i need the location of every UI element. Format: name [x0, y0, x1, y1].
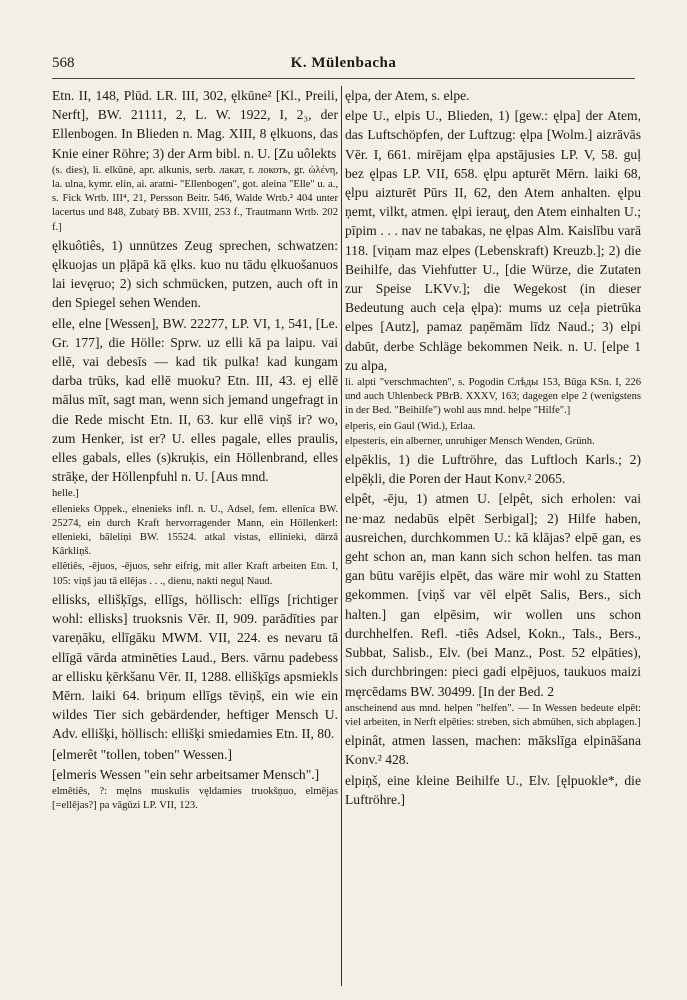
- etymology-note: helle.]: [52, 488, 79, 500]
- entry-block: elpe U., elpis U., Blieden, 1) [gew.: ęlpa] der Atem, das Luftschöpfen, der Luftzug: ęlpa [Wolm.] aizrāvās Vēr. I, 661. mirējam ęlpa apstājusies LP. V, 58. guļ bez ęlpas LP. VII, 658. ęlpu apturēt Mērn. laiki 68, ęlpu aizturēt Pūrs II, 62, den Atem anhalten. ęlpu ņemt, vilkt, atmen. ęlpi ierauţ, den Atem einhalten U.; pīpim . . . nav ne tabakas, ne ęlpas Alm. Kaislību varā 118. [viņam maz elpes (Lebenskraft) Kreuzb.]; 2) die Beihilfe, das Viehfutter U., [die Würze, die Zutaten zur Speise LKVv.]; die Wegekost (in dieser Bedeutung auch ceļa ęlpa): mums uz ceļa pietrūka elpes [Autz], pamaz paņēmām līdz Naud.; 3) elpi dabūt, derbe Schläge bekommen Neik. n. U. [elpe 1 zu alpa,: [345, 108, 641, 373]
- page-number: 568: [52, 55, 75, 71]
- right-column: [345, 86, 641, 980]
- entry-block: elpēklis, 1) die Luftröhre, das Luftloch Karls.; 2) elpēķli, die Poren der Haut Konv.² 2065.: [345, 452, 641, 487]
- entry-block: ellenieks Oppek., elnenieks infl. n. U., Adsel, fem. ellenīca BW. 25274, ein durch Kraft hervorragender Mann, ein Höllenkerl: ellenieki, bāleliņi BW. 15524. atkal vistas, ellinieki, dārzā Kārkliņš.: [52, 503, 338, 558]
- entry-block: elpêt, -ēju, 1) atmen U. [elpêt, sich erholen: vai ne·maz nedabūs elpēt Serbigal]; 2) Hilfe haben, ausreichen, durchkommen U.: kā klājas? elpē gan, es geht schon an, man kann sich schon helfen. tas man gan būtu varējis elpēt, das wäre mir wohl zu Statten gekommen. [viņš var vēl elpēt Salis, Bers., sich halten.] gan elpēsim, wir wollen uns schon durchhelfen. Refl. -tiês Adsel, Kokn., Tals., Bers., Subbat, Salisb., Elv. (bei Manz., Post. 52 elpāties), sich durchbringen: pieci gadi elpējuos, taukuos maizi męrcēdams BW. 30499. [In der Bed. 2: [345, 491, 641, 699]
- etymology-note: (s. dies), li. elkūnė, apr. alkunis, serb. лакат, r. локоть, gr. ὠλένη, la. ulna, kymr. elin, ai. aratni- "Ellenbogen", got. aleina "Elle" u. a., s. Fick Wrtb. III⁴, 21, Persson Beitr. 546, Walde Wrtb.² 404 unter lacertus und 848, Zubatý BB. XVIII, 253 f., Trautmann Wrtb. 202 f.]: [52, 164, 338, 233]
- entry-block: elmêtiês, ?: męlns muskulis vęldamies truokšņuo, elmējas [=ellējas?] pa vāgūzi LP. VII, 123.: [52, 785, 338, 812]
- left-column: [52, 86, 338, 980]
- entry-block: elpinât, atmen lassen, machen: mākslīga elpināšana Konv.² 428.: [345, 733, 641, 768]
- page-header: [52, 55, 635, 72]
- etymology-note: li. alpti "verschmachten", s. Pogodin Слѣды 153, Būga KSn. I, 226 und auch Uhlenbeck PBrB. XXXV, 163; dagegen elpe 2 (wenigstens in der Bed. "Beihilfe") wohl aus mnd. helpe "Hilfe".]: [345, 377, 641, 417]
- entry-block: elpiņš, eine kleine Beihilfe U., Elv. [ęlpuokle*, die Luftröhre.]: [345, 772, 641, 807]
- etymology-note: anscheinend aus mnd. helpen "helfen". — In Wessen bedeute elpēt: viel arbeiten, in Nerft elpēties: streben, sich abmühen, sich abplagen.]: [345, 702, 641, 728]
- header-rule: [52, 78, 635, 79]
- entry-block: elpesteris, ein alberner, unruhiger Mensch Wenden, Grünh.: [345, 435, 595, 447]
- entry-block: [elmerêt "tollen, toben" Wessen.]: [52, 746, 232, 762]
- running-head: K. Mülenbacha: [290, 55, 397, 71]
- column-divider: [341, 86, 342, 986]
- entry-block: Etn. II, 148, Plūd. LR. III, 302, ęlkūne² [Kl., Preili, Nerft], BW. 21111, 2, L. W. 1922, I, 2₃, der Ellenbogen. In Blieden n. Mag. XIII, 8 ęlkuons, das Knie einer Röhre; 3) der Arm bibl. n. U. [Zu uôlekts: [52, 88, 338, 161]
- entry-block: ęlpa, der Atem, s. elpe.: [345, 88, 470, 103]
- entry-block: elle, elne [Wessen], BW. 22277, LP. VI, 1, 541, [Le. Gr. 177], die Hölle: Sprw. uz elli kā pa laipu. vai ellē, vai debesīs — kad tik pulka! kad kungam darba trūks, kad ellē muoku? Etn. III, 43. ej ellē mālus mīt, sagt man, wenn sich jemand ungefragt in die Rede mischt Etn. II, 63. kur ellē viņš ir? wo, zum Henker, ist er? U. elles pagale, elles praulis, elles gabals, elles (s)kruķis, ein Höllenbrand, elles strāķe, der Höllenpfuhl n. U. [Aus mnd.: [52, 315, 338, 485]
- entry-block: [elmeris Wessen "ein sehr arbeitsamer Mensch".]: [52, 766, 320, 782]
- entry-block: ellisks, ellišķīgs, ellīgs, höllisch: ellīgs [richtiger wohl: ellisks] truoksnis Vēr. II, 909. parādīties par vareņāku, ellīgāku MWM. VII, 224. es nevaru tā ellīgā vārda atminēties Laud., Bers. vārnu padebess ar ellisku ķērkšanu Vēr. II, 1288. ellišķīgs apsmiekls Mērn. laiki 64. briņum ellīgs tēviņš, ein wie ein wildes Tier sich gebärdender, heftiger Mensch U. Adv. ellišķi, höllisch: ellišķi smiedamies Etn. II, 80.: [52, 591, 338, 742]
- entry-block: elperis, ein Gaul (Wid.), Erlaa.: [345, 420, 476, 432]
- entry-block: ęlkuôtiês, 1) unnützes Zeug sprechen, schwatzen: ęlkuojas un pļāpā kā ęlks. kuo nu tādu ęlkuošanuos lai ievęruo; 2) sich schmücken, putzen, auch oft in den Spiegel sehen Wenden.: [52, 237, 338, 311]
- entry-block: ellêtiês, -ējuos, -ējuos, sehr eifrig, mit aller Kraft arbeiten Etn. I, 105: viņš jau tā ellējas . . ., dienu, nakti neguļ Naud.: [52, 561, 338, 587]
